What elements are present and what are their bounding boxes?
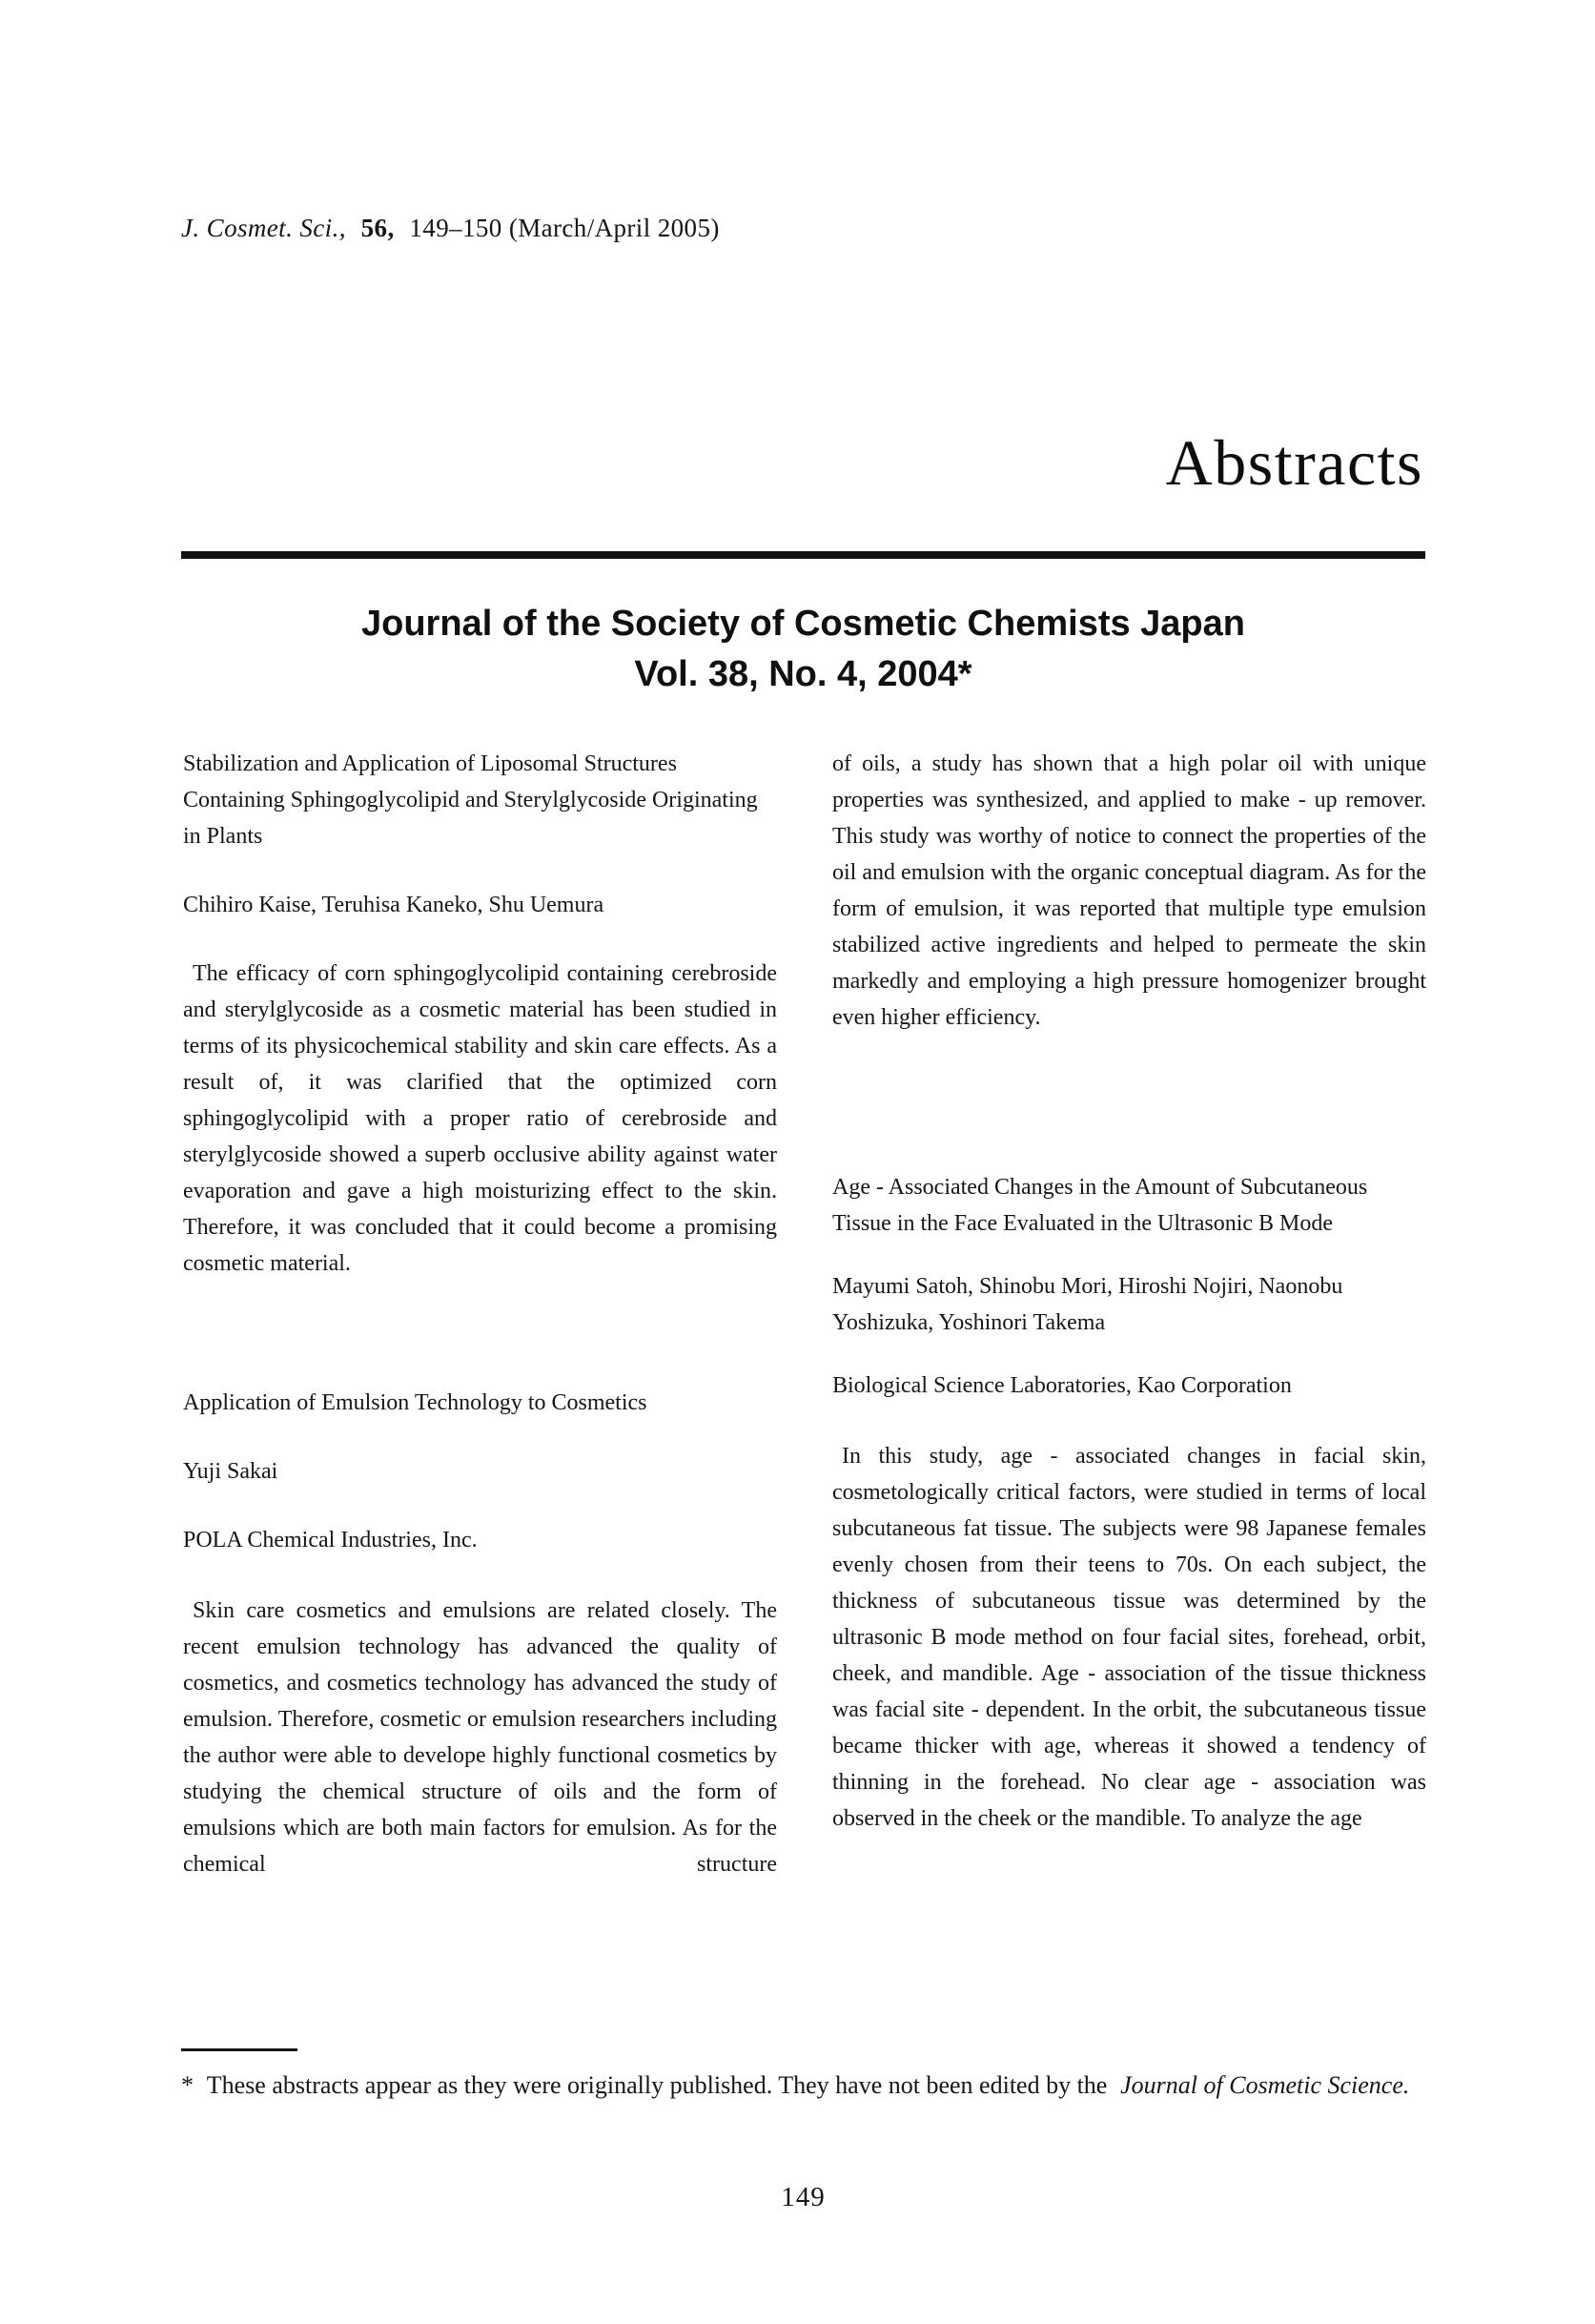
abstract2-authors: Yuji Sakai (183, 1459, 278, 1484)
section-heading-line1: Journal of the Society of Cosmetic Chemists Japan (361, 604, 1245, 644)
footnote-text: These abstracts appear as they were originally published. They have not been edited by the (206, 2071, 1108, 2099)
section-heading-line2: Vol. 38, No. 4, 2004* (634, 654, 972, 694)
citation-volume: 56, (360, 214, 395, 242)
citation-pages: 149–150 (March/April 2005) (409, 214, 720, 242)
footnote-marker: * (181, 2071, 194, 2099)
footnote-rule (181, 2048, 297, 2051)
footnote (181, 2067, 1426, 2103)
page-title: Abstracts (1165, 426, 1423, 499)
section-heading (181, 599, 1425, 700)
right-column (832, 746, 1426, 1882)
abstract3-affiliation: Biological Science Laboratories, Kao Corporation (832, 1373, 1292, 1398)
footnote-journal-name: Journal of Cosmetic Science. (1120, 2071, 1410, 2099)
abstract2-title: Application of Emulsion Technology to Cosmetics (183, 1390, 647, 1415)
left-column (183, 746, 777, 1882)
abstract2-body-continued: of oils, a study has shown that a high polar oil with unique properties was synthesized, and applied to make - up remover. This study was worthy of notice to connect the properties of the oil and emulsion with the organic conceptual diagram. As for the form of emulsion, it was reported that multiple type emulsion stabilized active ingredients and helped to permeate the skin markedly and employing a high pressure homogenizer brought even higher efficiency. (832, 751, 1426, 1030)
abstract2-body-start: Skin care cosmetics and emulsions are related closely. The recent emulsion technology has advanced the quality of cosmetics, and cosmetics technology has advanced the study of emulsion. Therefore, cosmetic or emulsion researchers including the author were able to develope highly functional cosmetics by studying the chemical structure of oils and the form of emulsions which are both main factors for emulsion. As for the chemical structure (183, 1598, 777, 1877)
abstract-columns (183, 746, 1426, 1882)
abstract3-authors: Mayumi Satoh, Shinobu Mori, Hiroshi Nojiri, Naonobu Yoshizuka, Yoshinori Takema (832, 1274, 1343, 1335)
journal-citation (181, 214, 720, 243)
page-number: 149 (781, 2182, 826, 2212)
abstract1-title: Stabilization and Application of Liposomal Structures Containing Sphingoglycolipid and Sterylglycoside Originating in Plants (183, 751, 758, 849)
abstract1-authors: Chihiro Kaise, Teruhisa Kaneko, Shu Uemura (183, 893, 604, 917)
divider-rule (181, 551, 1425, 559)
abstract2-affiliation: POLA Chemical Industries, Inc. (183, 1528, 478, 1553)
citation-journal-name: J. Cosmet. Sci., (181, 214, 346, 242)
abstract3-body: In this study, age - associated changes in facial skin, cosmetologically critical factors, were studied in terms of local subcutaneous fat tissue. The subjects were 98 Japanese females evenly chosen from their teens to 70s. On each subject, the thickness of subcutaneous tissue was determined by the ultrasonic B mode method on four facial sites, forehead, orbit, cheek, and mandible. Age - association of the tissue thickness was facial site - dependent. In the orbit, the subcutaneous tissue became thicker with age, whereas it showed a tendency of thinning in the forehead. No clear age - association was observed in the cheek or the mandible. To analyze the age (832, 1444, 1426, 1831)
abstract3-title: Age - Associated Changes in the Amount of Subcutaneous Tissue in the Face Evaluated in the Ultrasonic B Mode (832, 1175, 1368, 1236)
abstract1-body: The efficacy of corn sphingoglycolipid containing cerebroside and sterylglycoside as a cosmetic material has been studied in terms of its physicochemical stability and skin care effects. As a result of, it was clarified that the optimized corn sphingoglycolipid with a proper ratio of cerebroside and sterylglycoside showed a superb occlusive ability against water evaporation and gave a high moisturizing effect to the skin. Therefore, it was concluded that it could become a promising cosmetic material. (183, 961, 777, 1276)
